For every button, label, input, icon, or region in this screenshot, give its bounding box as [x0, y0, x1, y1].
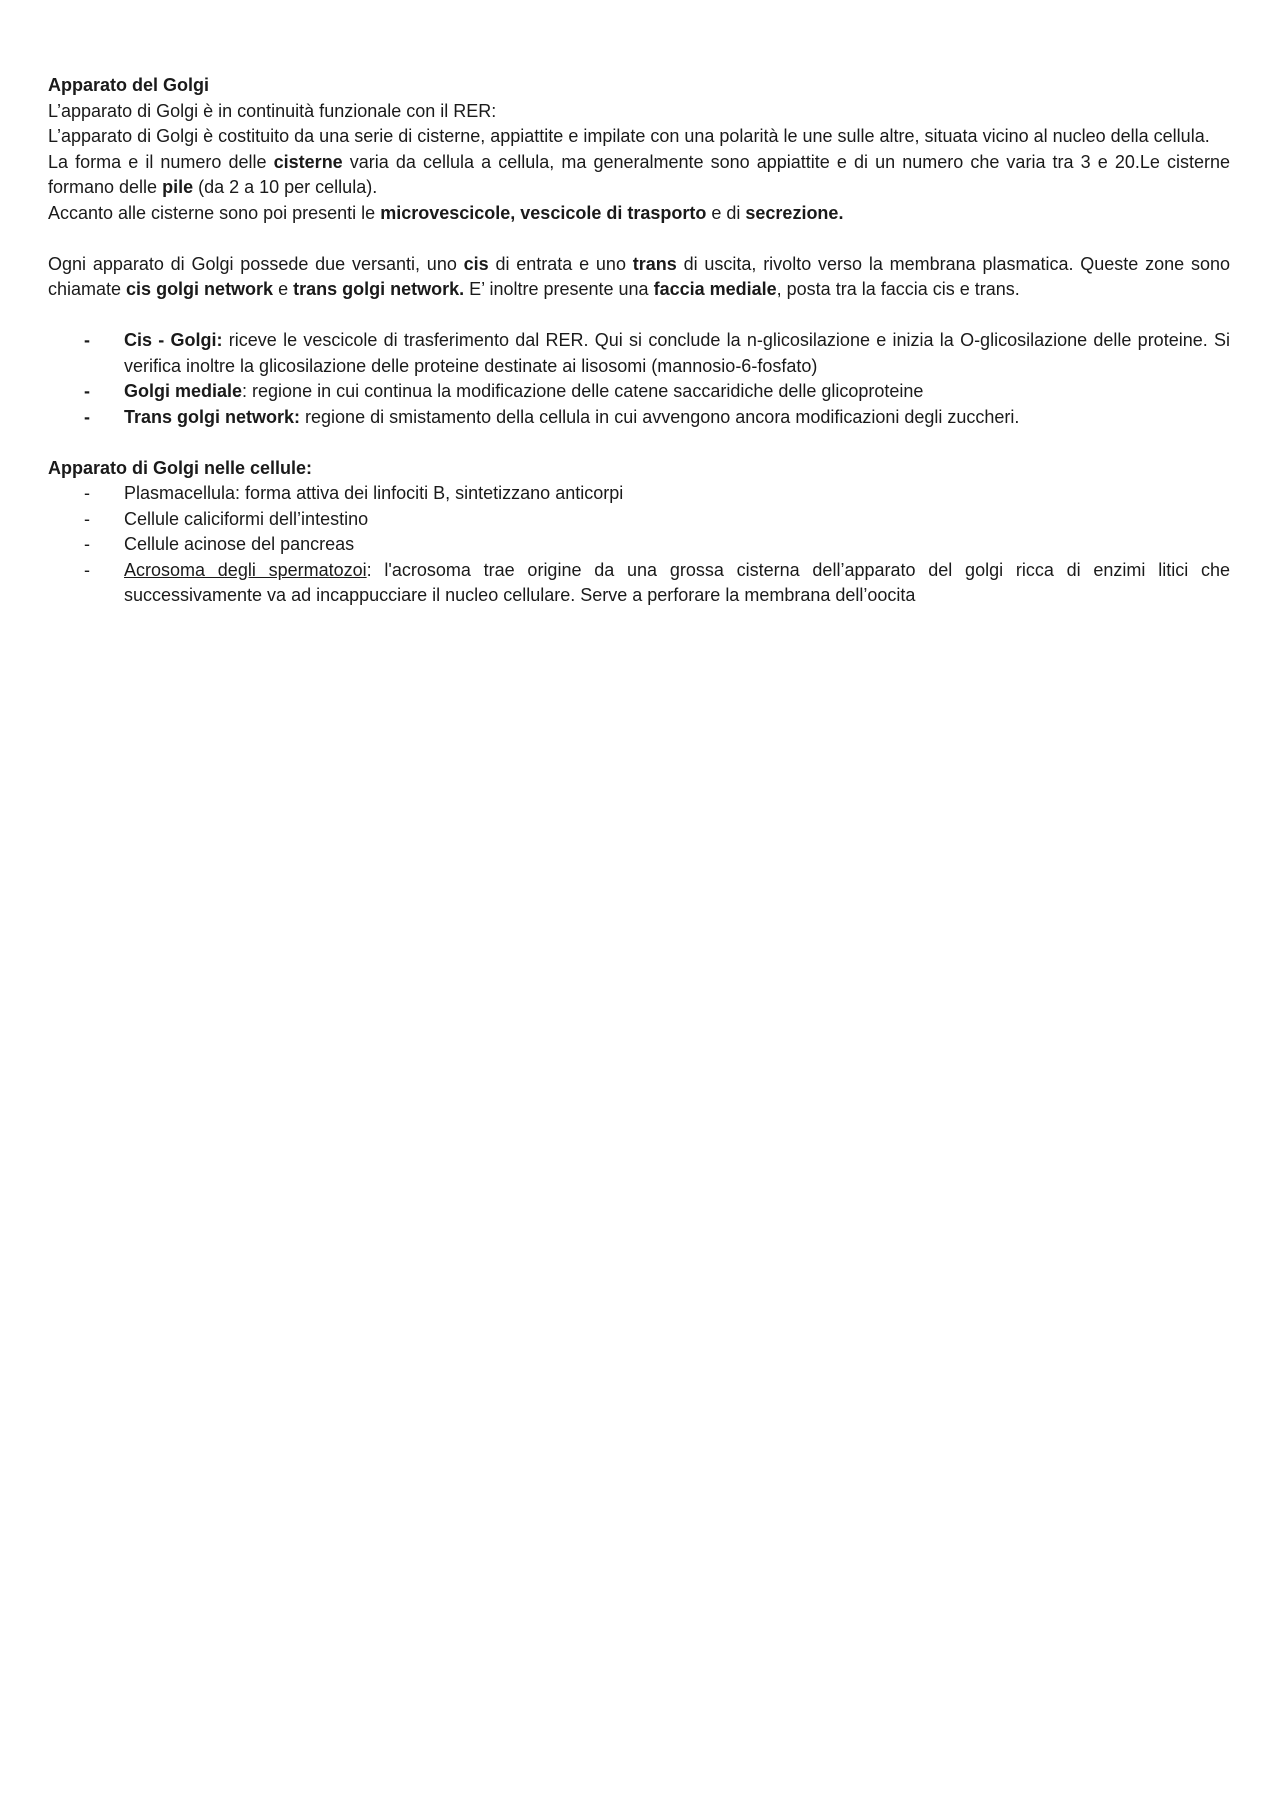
text-span: e di [706, 202, 746, 223]
text-span: regione di smistamento della cellula in cui avvengono ancora modificazioni degli zuccheri. [300, 406, 1020, 427]
text-span: Cellule caliciformi dell’intestino [124, 508, 369, 529]
text-span: Plasmacellula: forma attiva dei linfociti B, sintetizzano anticorpi [124, 483, 624, 503]
bold-term-cis-golgi: Cis - Golgi: [124, 330, 223, 350]
text-span: riceve le vescicole di trasferimento dal RER. Qui si conclude la n-glicosilazione e inizia la O-glicosilazione delle proteine. Si verifica inoltre la glicosilazione delle proteine destinate ai lisosomi (mannosio-6-fosfato) [124, 330, 1230, 376]
list-bullet-dash: - [84, 483, 90, 503]
list-item [48, 481, 1230, 507]
text-span: e [273, 279, 294, 299]
bold-term-faccia-mediale: faccia mediale [653, 279, 777, 299]
text-span: : regione in cui continua la modificazione delle catene saccaridiche delle glicoproteine [242, 381, 924, 401]
bold-term-trans-golgi-network-item: Trans golgi network: [124, 406, 301, 427]
paragraph-costituito: L’apparato di Golgi è costituito da una serie di cisterne, appiattite e impilate con una polarità le une sulle altre, situata vicino al nucleo della cellula. [48, 126, 1210, 146]
bold-term-pile: pile [162, 177, 194, 197]
list-bullet-dash: - [84, 534, 90, 554]
text-span: Cellule acinose del pancreas [124, 534, 355, 554]
list-bullet-dash: - [84, 559, 90, 580]
document-page [48, 73, 1230, 609]
bold-term-golgi-mediale: Golgi mediale [124, 381, 243, 401]
paragraph-forma-cisterne [48, 150, 1230, 201]
blank-line [48, 226, 1230, 252]
list-item [48, 507, 1230, 533]
text-span: Accanto alle cisterne sono poi presenti le [48, 202, 381, 223]
bold-term-trans: trans [632, 253, 677, 274]
section-title-apparato-del-golgi: Apparato del Golgi [48, 75, 210, 95]
text-span: Ogni apparato di Golgi possede due versanti, uno [48, 253, 464, 274]
text-span: : l'acrosoma trae origine da una grossa cisterna dell’apparato del golgi ricca di enzimi litici che successivamente va ad incappucciare il nucleo cellulare. Serve a perforare la membrana dell’oocita [124, 559, 1230, 605]
cell-types-list [48, 481, 1230, 609]
text-span: E’ inoltre presente una [464, 279, 654, 299]
bold-term-cis-golgi-network: cis golgi network [126, 279, 274, 299]
text-span: di entrata e uno [488, 253, 633, 274]
paragraph-versanti [48, 252, 1230, 303]
list-bullet-dash: - [84, 381, 90, 401]
list-bullet-dash: - [84, 330, 90, 350]
underlined-term-acrosoma: Acrosoma degli spermatozoi [124, 559, 367, 580]
bold-term-cis: cis [463, 253, 489, 274]
list-item [48, 558, 1230, 609]
text-span: varia da cellula a cellula, ma generalmente sono appiattite e di un numero che varia tra 3 e 20.Le cisterne formano delle [48, 151, 1231, 197]
list-item [48, 405, 1230, 431]
blank-line [48, 430, 1230, 456]
blank-line [48, 303, 1230, 329]
bold-term-trans-golgi-network: trans golgi network. [293, 279, 465, 299]
text-span: (da 2 a 10 per cellula). [193, 177, 378, 197]
section-title-golgi-nelle-cellule: Apparato di Golgi nelle cellule: [48, 457, 313, 478]
list-item [48, 532, 1230, 558]
list-bullet-dash: - [84, 406, 90, 427]
list-item [48, 379, 1230, 405]
list-bullet-dash: - [84, 508, 90, 529]
bold-term-cisterne: cisterne [273, 151, 343, 172]
paragraph-continuita: L’apparato di Golgi è in continuità funzionale con il RER: [48, 100, 497, 121]
text-span: , posta tra la faccia cis e trans. [776, 279, 1020, 299]
list-item [48, 328, 1230, 379]
bold-term-microvescicole: microvescicole, vescicole di trasporto [380, 202, 707, 223]
golgi-regions-list [48, 328, 1230, 430]
text-span: La forma e il numero delle [48, 151, 274, 172]
paragraph-microvescicole [48, 201, 1230, 227]
bold-term-secrezione: secrezione. [745, 202, 844, 223]
text-span: di uscita, rivolto verso la membrana plasmatica. Queste zone sono chiamate [48, 253, 1230, 299]
